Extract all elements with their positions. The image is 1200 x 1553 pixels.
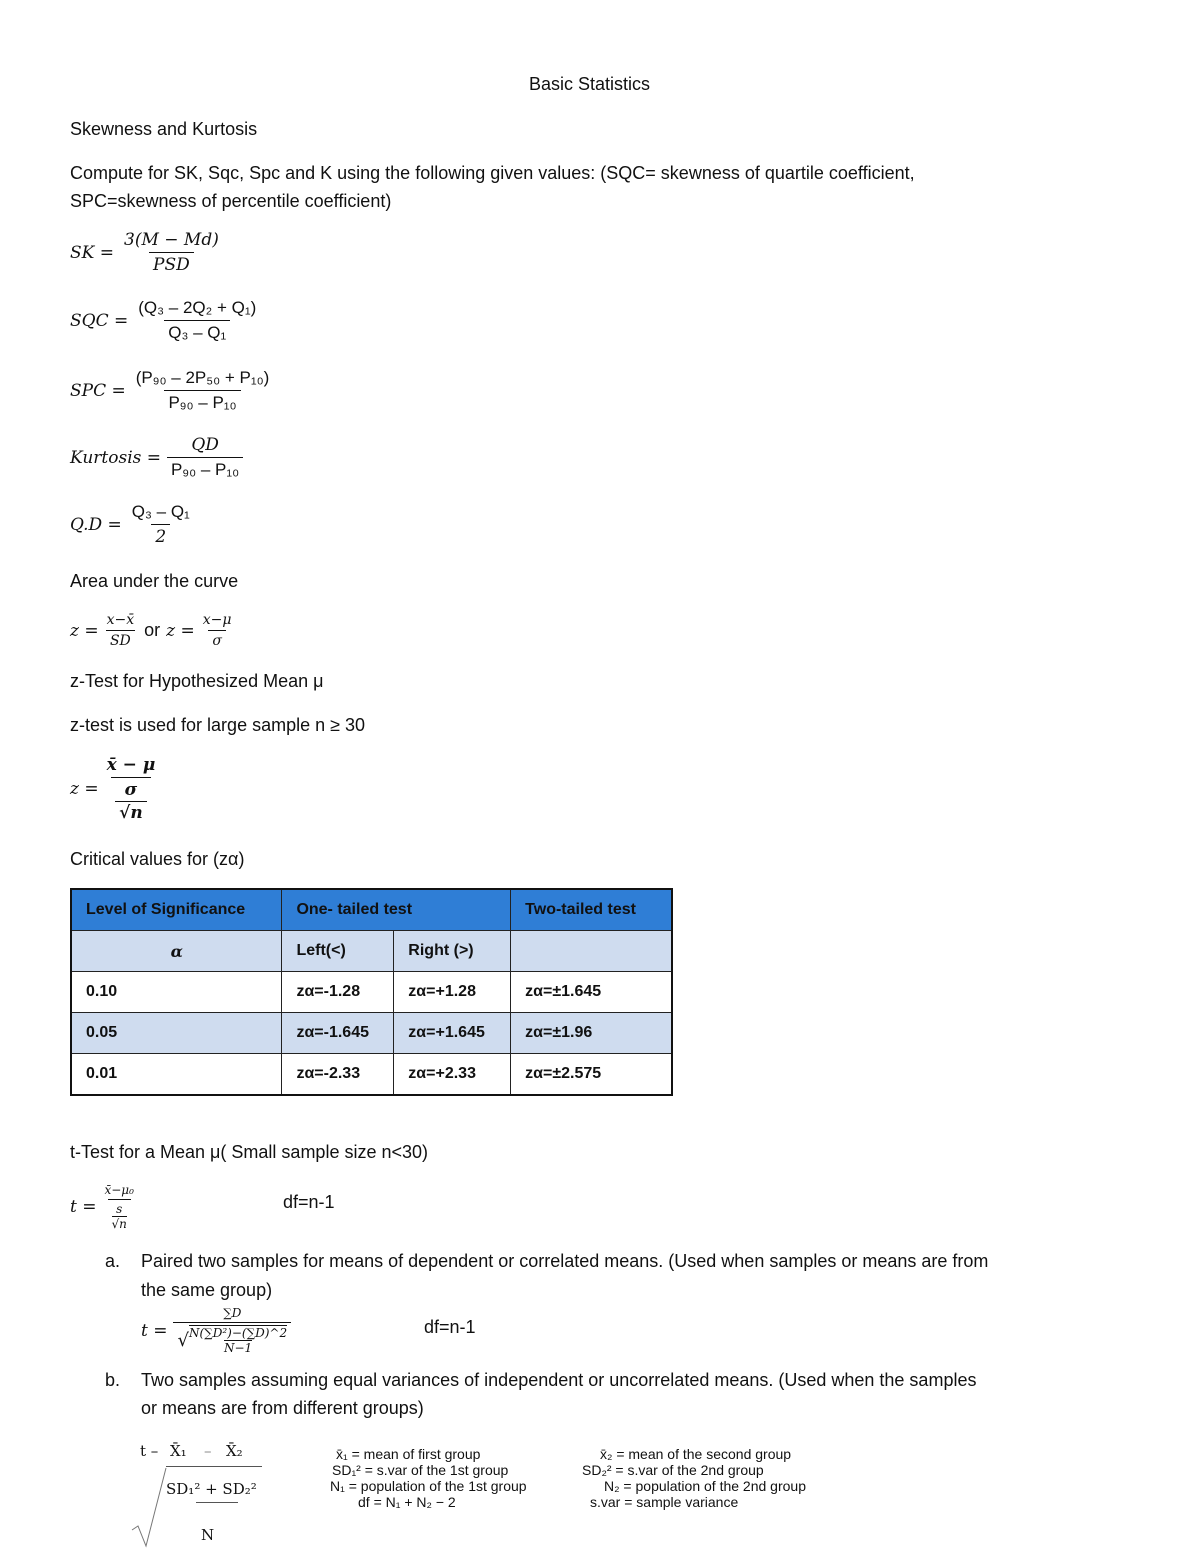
table-cell-right: zα=+1.28 <box>394 972 511 1013</box>
formula-sqc-numerator: (Q₃ – 2Q₂ + Q₁) <box>138 298 257 317</box>
legend-right <box>582 1446 806 1510</box>
formula-qd-numerator: Q₃ – Q₁ <box>131 502 190 521</box>
legend-var-first-group: SD₁² = s.var of the 1st group <box>332 1462 509 1478</box>
table-header-one-tailed: One- tailed test <box>282 889 511 931</box>
formula-sqc <box>70 298 260 343</box>
table-row <box>71 972 672 1013</box>
formula-spc-lhs: SPC = <box>70 380 126 401</box>
table-row <box>71 1013 672 1054</box>
table-header-level: Level of Significance <box>71 889 282 931</box>
formula-independent-lhs: t – <box>140 1442 159 1460</box>
intro-text-line2: SPC=skewness of percentile coefficient) <box>70 191 392 211</box>
inner-fraction-bar <box>196 1502 238 1503</box>
table-header-two-tailed: Two-tailed test <box>511 889 672 931</box>
section-heading-ztest: z-Test for Hypothesized Mean μ <box>70 671 324 691</box>
legend-left <box>330 1446 527 1510</box>
formula-ztest-sigma: σ <box>124 780 138 800</box>
legend-mean-first-group: x̄₁ = mean of first group <box>336 1446 481 1462</box>
formula-kurtosis-denominator: P₉₀ – P₁₀ <box>167 457 243 480</box>
formula-kurtosis-numerator: QD <box>191 435 219 455</box>
item-a-line1: Paired two samples for means of dependent or correlated means. (Used when samples or means are from <box>141 1251 989 1271</box>
formula-sqc-denominator: Q₃ – Q₁ <box>164 320 230 343</box>
table-cell-two: zα=±1.645 <box>511 972 672 1013</box>
formula-spc-numerator: (P₉₀ – 2P₅₀ + P₁₀) <box>135 368 270 387</box>
formula-sk-denominator: PSD <box>149 252 194 275</box>
formula-ztest-numerator: x̄ − μ <box>106 755 156 775</box>
formula-independent-x2: X̄₂ <box>226 1442 243 1460</box>
formula-ztest <box>70 755 159 823</box>
table-cell-right: zα=+1.645 <box>394 1013 511 1054</box>
formula-independent-minus: – <box>204 1442 212 1460</box>
formula-independent-t <box>138 1438 268 1548</box>
formula-ztest-lhs: z = <box>70 779 99 799</box>
table-subheader-left: Left(<) <box>282 931 394 972</box>
item-a-line2: the same group) <box>141 1280 273 1300</box>
page-title: Basic Statistics <box>529 74 651 94</box>
formula-paired-den-denominator: N−1 <box>223 1341 253 1355</box>
table-cell-right: zα=+2.33 <box>394 1054 511 1096</box>
formula-qd <box>70 502 194 547</box>
legend-var-second-group: SD₂² = s.var of the 2nd group <box>582 1462 764 1478</box>
formula-kurtosis-lhs: Kurtosis = <box>70 447 162 468</box>
formula-ttest-numerator: x̄−μ₀ <box>104 1183 134 1197</box>
legend-sample-variance: s.var = sample variance <box>590 1494 739 1510</box>
section-heading-ttest: t-Test for a Mean μ( Small sample size n<30) <box>70 1142 429 1162</box>
formula-paired-numerator: ∑D <box>223 1306 242 1320</box>
formula-kurtosis <box>70 435 243 480</box>
formula-z-denominator-population: σ <box>208 630 226 649</box>
table-cell-level: 0.10 <box>71 972 282 1013</box>
table-subheader-alpha: α <box>71 931 282 972</box>
formula-z-numerator-population: x−μ <box>202 612 232 628</box>
paired-df: df=n-1 <box>424 1317 476 1337</box>
formula-z-denominator-sample: SD <box>106 630 135 649</box>
formula-z-or: or <box>144 620 161 640</box>
formula-independent-den-denominator: N <box>201 1526 215 1544</box>
formula-qd-denominator: 2 <box>151 524 170 547</box>
ttest-df: df=n-1 <box>283 1192 335 1212</box>
legend-pop-second-group: N₂ = population of the 2nd group <box>604 1478 806 1494</box>
list-marker-b: b. <box>105 1370 121 1390</box>
fraction-bar <box>166 1466 262 1467</box>
intro-text-line1: Compute for SK, Sqc, Spc and K using the following given values: (SQC= skewness of quartile coefficient, <box>70 163 915 183</box>
formula-z-lhs: z = <box>70 620 99 641</box>
formula-ttest-sqrt-n: √n <box>111 1217 127 1231</box>
table-cell-left: zα=-2.33 <box>282 1054 394 1096</box>
sqrt-icon: √ <box>177 1329 189 1351</box>
table-cell-level: 0.01 <box>71 1054 282 1096</box>
formula-qd-lhs: Q.D = <box>70 514 122 535</box>
formula-paired-den-numerator: N(∑D²)−(∑D)^2 <box>188 1326 288 1340</box>
formula-z-numerator-sample: x−x̄ <box>106 612 135 628</box>
table-cell-left: zα=-1.28 <box>282 972 394 1013</box>
formula-independent-x1: X̄₁ <box>170 1442 187 1460</box>
formula-paired-t <box>141 1306 291 1355</box>
formula-z-score <box>70 612 236 649</box>
formula-spc <box>70 368 273 413</box>
formula-sqc-lhs: SQC = <box>70 310 129 331</box>
formula-z-lhs-population: z = <box>166 620 195 641</box>
section-heading-critical-values: Critical values for (zα) <box>70 849 245 869</box>
table-cell-two: zα=±2.575 <box>511 1054 672 1096</box>
ztest-description: z-test is used for large sample n ≥ 30 <box>70 715 366 735</box>
item-b-line2: or means are from different groups) <box>141 1398 424 1418</box>
table-cell-left: zα=-1.645 <box>282 1013 394 1054</box>
legend-df: df = N₁ + N₂ − 2 <box>358 1494 456 1510</box>
legend-pop-first-group: N₁ = population of the 1st group <box>330 1478 527 1494</box>
section-heading-area: Area under the curve <box>70 571 239 591</box>
legend-mean-second-group: x̄₂ = mean of the second group <box>600 1446 792 1462</box>
list-marker-a: a. <box>105 1251 121 1271</box>
sqrt-icon <box>130 1466 170 1548</box>
item-b-line1: Two samples assuming equal variances of independent or uncorrelated means. (Used when the samples <box>141 1370 977 1390</box>
formula-sk <box>70 230 223 275</box>
table-subheader-empty <box>511 931 672 972</box>
section-heading-skewness: Skewness and Kurtosis <box>70 119 258 139</box>
formula-ttest-s: s <box>116 1202 123 1216</box>
table-row <box>71 1054 672 1096</box>
formula-ttest-lhs: t = <box>70 1197 97 1217</box>
table-cell-level: 0.05 <box>71 1013 282 1054</box>
formula-ztest-sqrt-n: √n <box>115 801 147 823</box>
formula-sk-lhs: SK = <box>70 242 114 263</box>
formula-paired-lhs: t = <box>141 1320 168 1341</box>
table-cell-two: zα=±1.96 <box>511 1013 672 1054</box>
formula-sk-numerator: 3(M − Md) <box>124 230 219 250</box>
critical-values-table <box>70 888 673 1096</box>
formula-independent-den-numerator: SD₁² + SD₂² <box>166 1480 257 1498</box>
table-subheader-right: Right (>) <box>394 931 511 972</box>
formula-ttest <box>70 1183 138 1231</box>
formula-spc-denominator: P₉₀ – P₁₀ <box>164 390 240 413</box>
